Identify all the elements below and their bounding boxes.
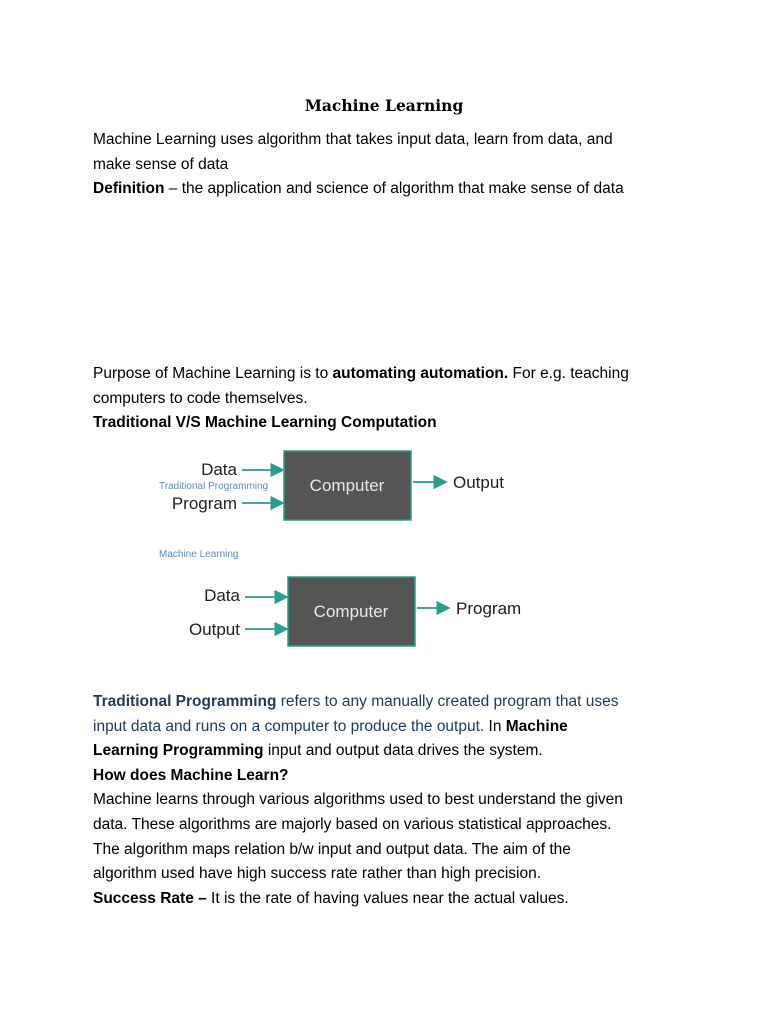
trad-para-line3-text: input and output data drives the system. [263, 742, 543, 760]
trad-para-bold: Traditional Programming [93, 693, 277, 710]
purpose-line-1 [93, 362, 693, 387]
ml-input-output-label: Output [188, 620, 240, 639]
ml-input-data-label: Data [204, 586, 240, 605]
trad-input-data-label: Data [201, 460, 237, 479]
trad-para-line-2 [93, 715, 693, 740]
definition-label: Definition [93, 180, 165, 198]
success-text: It is the rate of having values near the actual values. [206, 889, 569, 907]
trad-output-label: Output [453, 473, 505, 492]
trad-para-in: In [484, 717, 506, 735]
purpose-post: For e.g. teaching [508, 365, 629, 382]
traditional-caption: Traditional Programming [159, 481, 269, 492]
trad-para-line-3 [93, 739, 693, 764]
machine-learning-diagram [159, 549, 521, 646]
programming-comparison-diagram [150, 448, 550, 653]
definition-line [93, 177, 693, 202]
traditional-programming-paragraph [93, 690, 693, 911]
success-label: Success Rate – [93, 889, 207, 907]
purpose-bold: automating automation. [332, 365, 509, 382]
purpose-pre: Purpose of Machine Learning is to [93, 365, 333, 382]
machine-learning-caption: Machine Learning [159, 549, 239, 560]
intro-paragraph [93, 128, 693, 202]
purpose-paragraph [93, 362, 693, 436]
intro-line-2: make sense of data [93, 155, 229, 173]
ml-computer-label: Computer [313, 602, 389, 621]
trad-computer-label: Computer [309, 476, 385, 495]
traditional-programming-diagram [159, 451, 504, 520]
how-line-1: Machine learns through various algorithms used to best understand the given [93, 791, 623, 809]
intro-line-1: Machine Learning uses algorithm that takes input data, learn from data, and [93, 131, 613, 148]
trad-para-line-1 [93, 690, 693, 715]
purpose-line-2: computers to code themselves. [93, 389, 308, 407]
trad-para-text: refers to any manually created program that uses [276, 693, 619, 710]
how-heading: How does Machine Learn? [93, 766, 289, 784]
trad-para-line2-text: input data and runs on a computer to produce the output. [93, 717, 485, 735]
trad-input-program-label: Program [171, 494, 237, 513]
how-line-2: data. These algorithms are majorly based on various statistical approaches. [93, 815, 612, 833]
trad-para-ml-bold: Machine [505, 717, 568, 735]
document-title: Machine Learning [304, 96, 464, 115]
ml-program-label: Program [456, 599, 522, 618]
how-line-3: The algorithm maps relation b/w input and output data. The aim of the [93, 840, 571, 858]
comparison-heading: Traditional V/S Machine Learning Computation [93, 414, 437, 432]
trad-para-line3-bold: Learning Programming [93, 742, 264, 760]
definition-text: – the application and science of algorithm that make sense of data [164, 180, 624, 198]
success-line [93, 887, 693, 912]
how-line-4: algorithm used have high success rate rather than high precision. [93, 865, 542, 883]
